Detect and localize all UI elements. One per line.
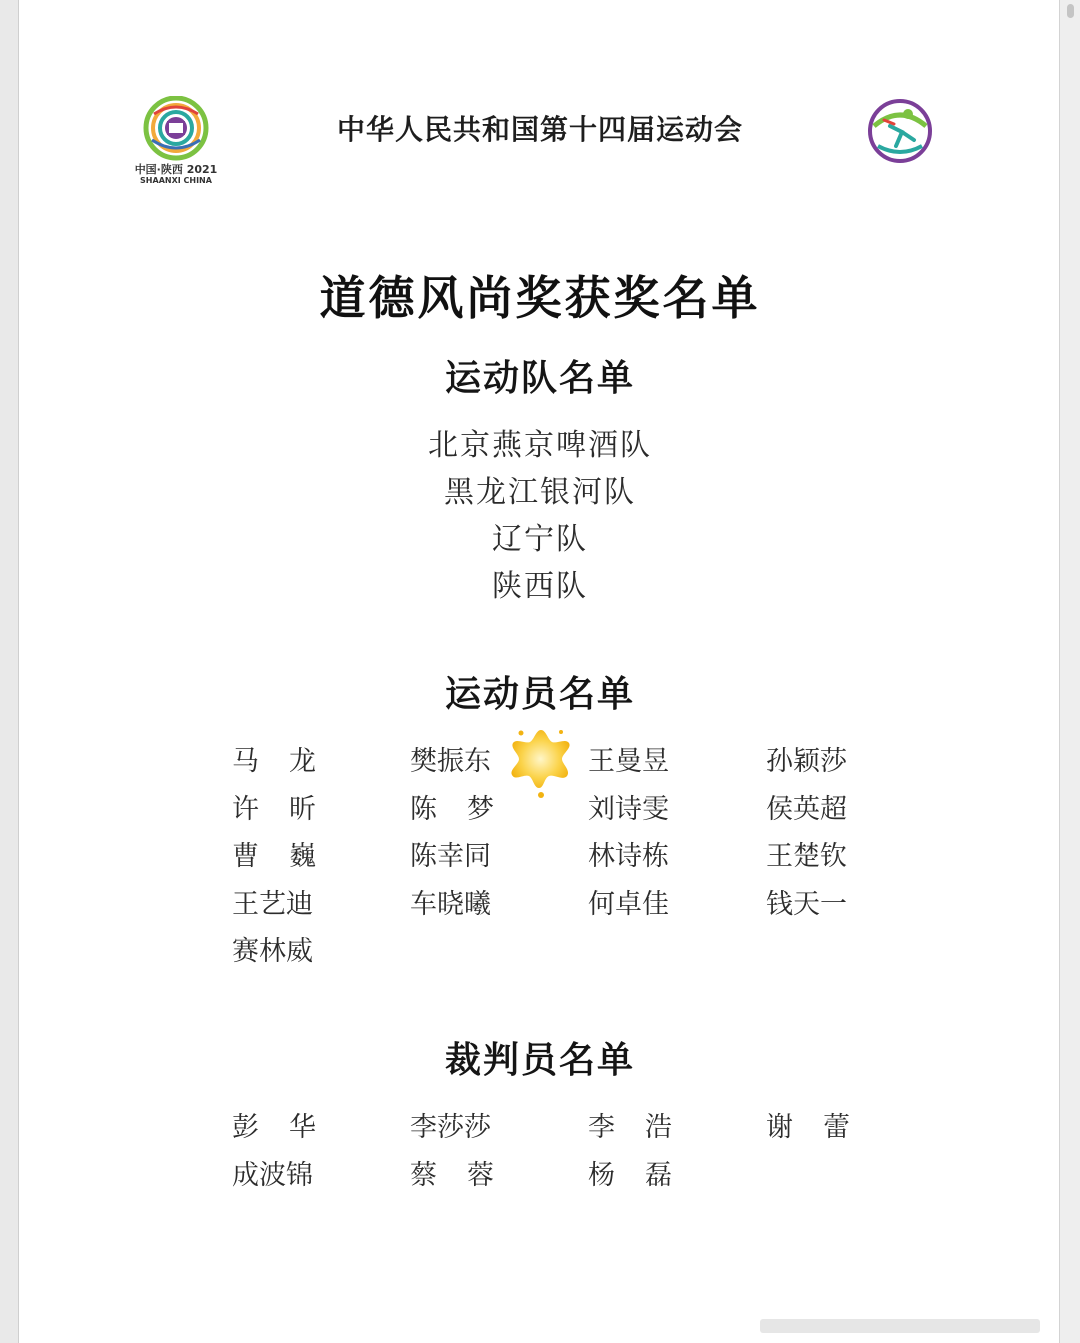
- person-name: 谢 蕾: [766, 1112, 850, 1143]
- page-title: 道德风尚奖获奖名单: [319, 271, 761, 325]
- person-name: 何卓佳: [588, 888, 669, 920]
- person-name: 陈 梦: [410, 793, 494, 825]
- referees-grid: [232, 1108, 952, 1203]
- athletes-grid: [232, 742, 952, 980]
- person-name: 陈幸同: [410, 841, 491, 872]
- person-name: 孙颖莎: [766, 746, 847, 777]
- person-name: 钱天一: [766, 888, 847, 920]
- name-row: [232, 742, 952, 790]
- team-item: 黑龙江银河队: [444, 475, 636, 510]
- person-name: 李 浩: [588, 1112, 672, 1143]
- teams-list: [0, 426, 1080, 614]
- person-name: 林诗栋: [588, 841, 669, 872]
- team-item: 辽宁队: [492, 522, 588, 557]
- person-name: 曹 巍: [232, 841, 316, 872]
- person-name: 王曼昱: [588, 746, 669, 777]
- person-name: 樊振东: [410, 746, 491, 777]
- teams-section-title: 运动队名单: [444, 358, 635, 399]
- person-name: 蔡 蓉: [410, 1159, 494, 1191]
- name-row: [232, 885, 952, 933]
- person-name: 王楚钦: [766, 841, 847, 872]
- name-row: [232, 1156, 952, 1204]
- name-row: [232, 932, 952, 980]
- person-name: 赛林威: [232, 936, 313, 967]
- team-item: 陕西队: [492, 569, 588, 604]
- name-row: [232, 790, 952, 838]
- scrollbar-thumb[interactable]: [1067, 4, 1074, 18]
- person-name: 彭 华: [232, 1112, 316, 1143]
- athletes-section-title: 运动员名单: [444, 674, 635, 715]
- team-item: 北京燕京啤酒队: [428, 428, 652, 463]
- person-name: 杨 磊: [588, 1159, 672, 1191]
- person-name: 许 昕: [232, 793, 316, 825]
- watermark-icon: [760, 1313, 1040, 1339]
- name-row: [232, 1108, 952, 1156]
- person-name: 马 龙: [232, 746, 316, 777]
- referees-section-title: 裁判员名单: [444, 1040, 635, 1081]
- games-title: 中华人民共和国第十四届运动会: [336, 113, 743, 146]
- yellow-star-sticker-icon: [508, 726, 574, 798]
- person-name: 刘诗雯: [588, 793, 669, 825]
- person-name: 王艺迪: [232, 888, 313, 920]
- person-name: 成波锦: [232, 1159, 313, 1191]
- person-name: 李莎莎: [410, 1112, 491, 1143]
- games-emblem-text: 中国·陕西 2021 SHAANXI CHINA: [134, 163, 218, 185]
- name-row: [232, 837, 952, 885]
- person-name: 车晓曦: [410, 888, 491, 920]
- person-name: 侯英超: [766, 793, 847, 825]
